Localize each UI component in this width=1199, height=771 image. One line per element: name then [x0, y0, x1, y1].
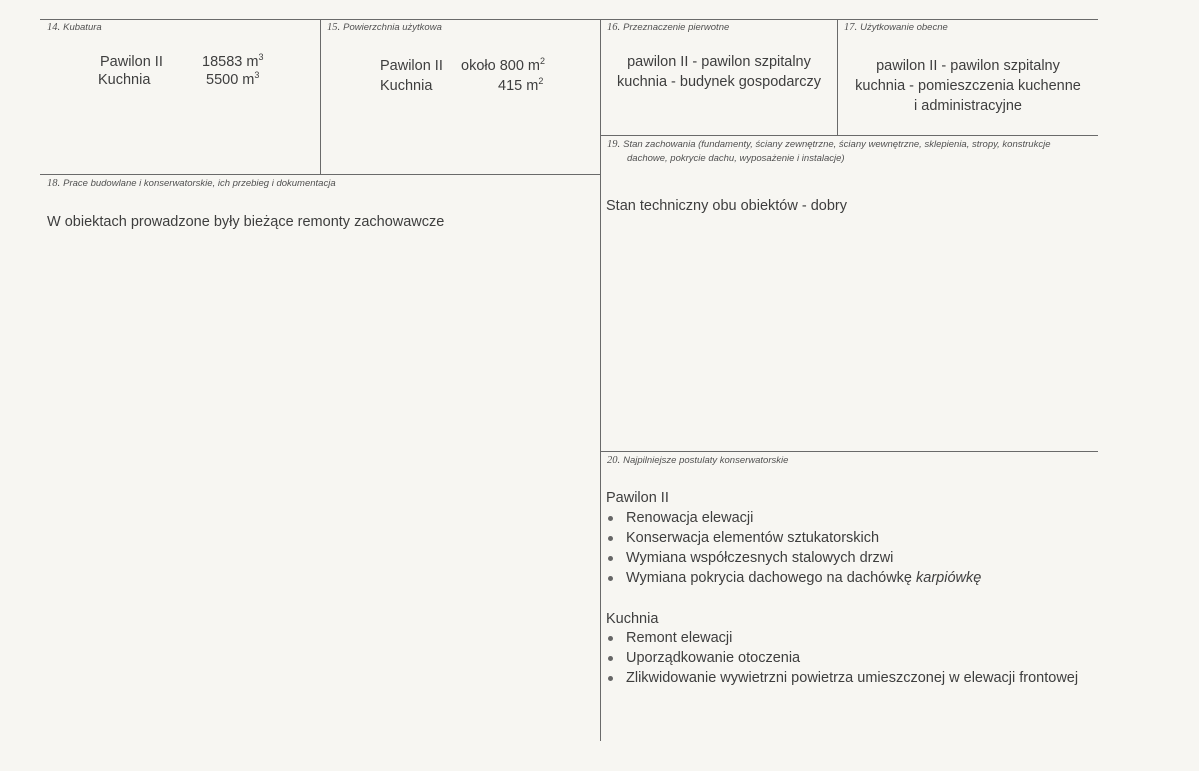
stan-text: Stan techniczny obu obiektów - dobry [606, 198, 847, 214]
przeznaczenie-line-1: pawilon II - pawilon szpitalny [627, 54, 811, 70]
kubatura-kuchnia-value: 5500 $m^3$ [206, 70, 260, 88]
section-18-number: 18. [47, 178, 61, 189]
powierzchnia-kuchnia-value: 415 $m^2$ [498, 76, 544, 94]
postulaty-group-1-heading: Pawilon II [606, 490, 669, 506]
section-15-number: 15. [327, 22, 341, 33]
section-19-number: 19. [607, 139, 621, 150]
bullet-icon [608, 536, 613, 541]
section-19-title-line-2: dachowe, pokrycie dachu, wyposażenie i instalacje) [627, 153, 845, 164]
top-rule [40, 19, 1098, 20]
section-16-title: Przeznaczenie pierwotne [623, 22, 730, 33]
section-15-title: Powierzchnia użytkowa [343, 22, 442, 33]
list-item: Zlikwidowanie wywietrzni powietrza umieszczonej w elewacji frontowej [606, 668, 1078, 688]
divider-15-16 [600, 19, 601, 741]
list-item: Wymiana współczesnych stalowych drzwi [606, 548, 981, 568]
postulaty-group-1-list [606, 508, 981, 588]
uzytkowanie-line-3: i administracyjne [914, 98, 1022, 114]
bullet-icon [608, 516, 613, 521]
bullet-icon [608, 556, 613, 561]
kubatura-kuchnia-label: Kuchnia [98, 72, 151, 88]
uzytkowanie-line-1: pawilon II - pawilon szpitalny [876, 58, 1060, 74]
przeznaczenie-line-2: kuchnia - budynek gospodarczy [617, 74, 821, 90]
uzytkowanie-line-2: kuchnia - pomieszczenia kuchenne [855, 78, 1081, 94]
list-item: Wymiana pokrycia dachowego na dachówkę karpiówkę [606, 568, 981, 588]
section-17-header [844, 22, 948, 34]
bullet-icon [608, 656, 613, 661]
section-20-number: 20. [607, 455, 621, 466]
postulaty-group-2-heading: Kuchnia [606, 611, 659, 627]
section-18-title: Prace budowlane i konserwatorskie, ich przebieg i dokumentacja [63, 178, 336, 189]
list-item: Konserwacja elementów sztukatorskich [606, 528, 981, 548]
powierzchnia-pawilon-value: około 800 $m^2$ [461, 56, 546, 74]
powierzchnia-kuchnia-label: Kuchnia [380, 78, 433, 94]
postulaty-group-2-list [606, 628, 1078, 688]
divider-14-15 [320, 19, 321, 174]
section-19-header [607, 139, 1050, 151]
section-18-header [47, 178, 336, 190]
section-20-title: Najpilniejsze postulaty konserwatorskie [623, 455, 789, 466]
bullet-icon [608, 576, 613, 581]
rule-above-19 [601, 135, 1098, 136]
rule-above-18 [40, 174, 600, 175]
kubatura-pawilon-value: 18583 $m^3$ [202, 52, 264, 70]
section-14-number: 14. [47, 22, 61, 33]
prace-text: W obiektach prowadzone były bieżące remonty zachowawcze [47, 214, 445, 230]
section-19-title-line-1: Stan zachowania (fundamenty, ściany zewnętrzne, ściany wewnętrzne, sklepienia, stropy, konstrukcje [623, 139, 1051, 150]
section-15-header [327, 22, 442, 34]
section-17-number: 17. [844, 22, 858, 33]
bullet-icon [608, 636, 613, 641]
rule-above-20 [601, 451, 1098, 452]
list-item: Uporządkowanie otoczenia [606, 648, 1078, 668]
section-20-header [607, 455, 788, 467]
section-17-title: Użytkowanie obecne [860, 22, 948, 33]
list-item: Renowacja elewacji [606, 508, 981, 528]
section-16-header [607, 22, 729, 34]
bullet-icon [608, 676, 613, 681]
section-16-number: 16. [607, 22, 621, 33]
powierzchnia-pawilon-label: Pawilon II [380, 58, 443, 74]
section-14-header [47, 22, 102, 34]
kubatura-pawilon-label: Pawilon II [100, 54, 163, 70]
section-14-title: Kubatura [63, 22, 102, 33]
list-item: Remont elewacji [606, 628, 1078, 648]
